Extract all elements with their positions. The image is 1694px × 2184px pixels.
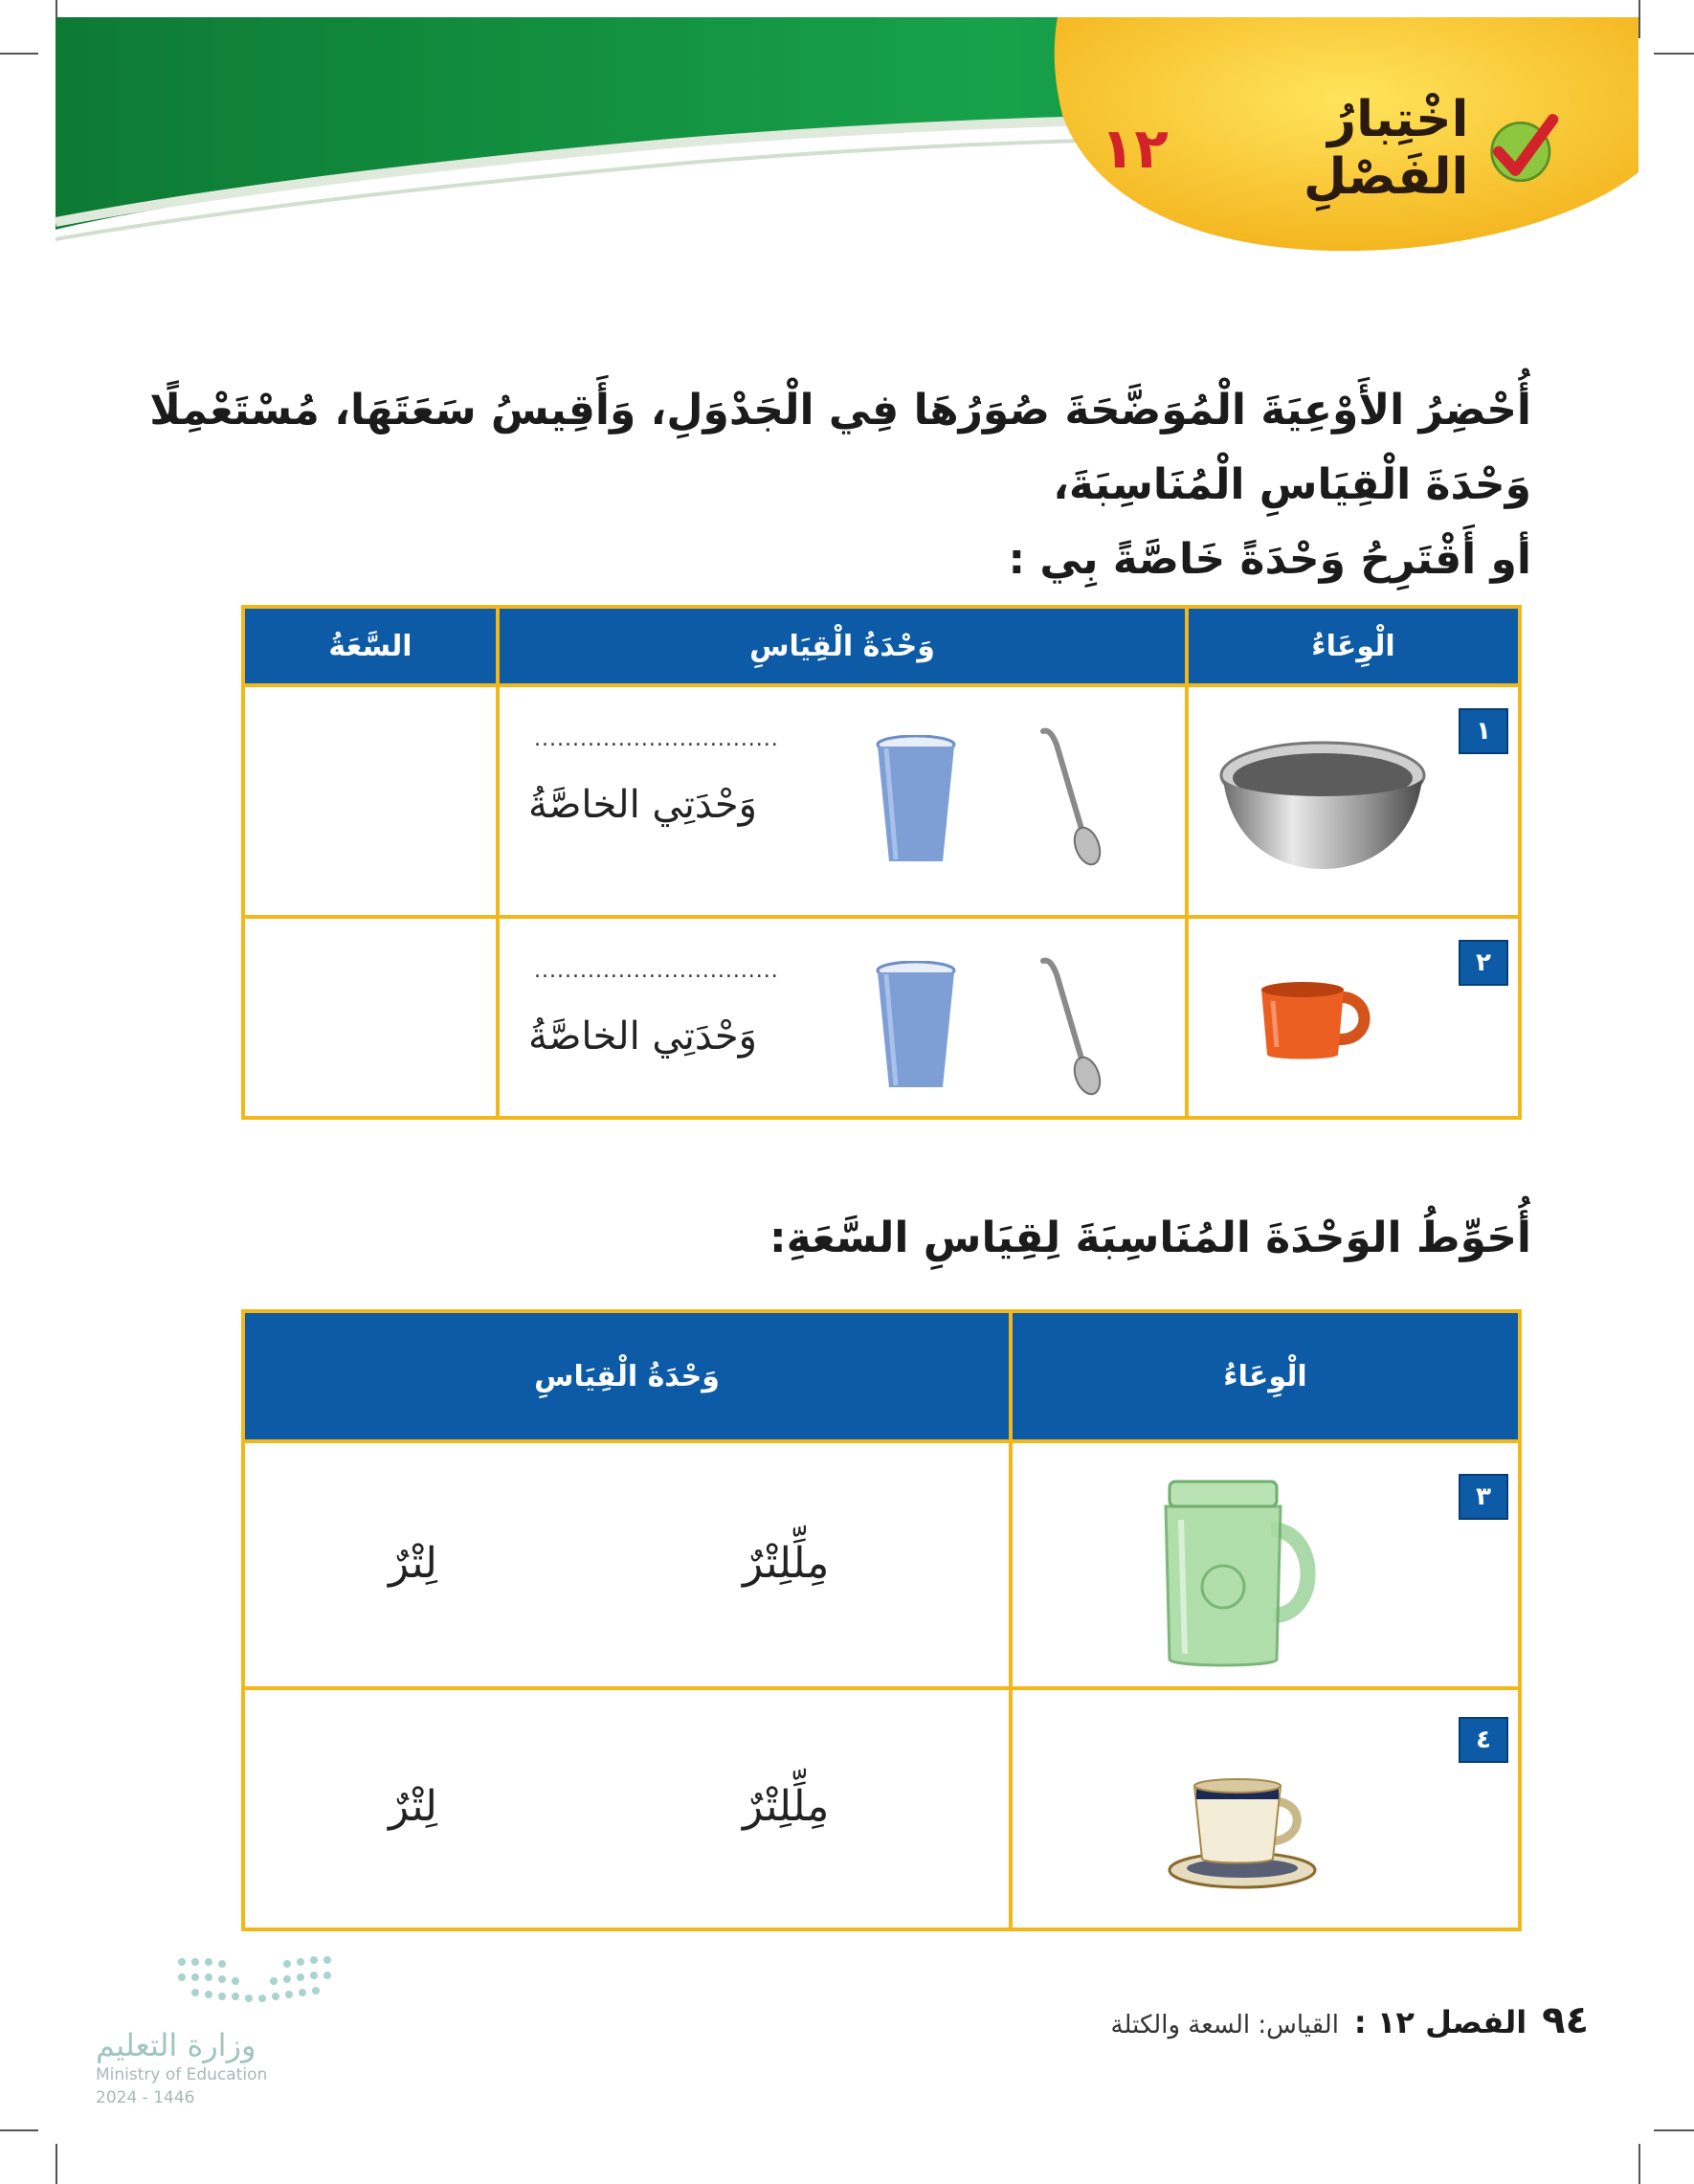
- table-1-row-1-container-cell: [1185, 683, 1522, 919]
- footer-chapter-title: القياس: السعة والكتلة: [1110, 2011, 1339, 2039]
- table-2-row-3-container-cell: [1009, 1439, 1522, 1690]
- table-1-row-1-capacity-cell[interactable]: [241, 683, 500, 919]
- page-title: اخْتِبارُ الفَصْلِ: [1303, 91, 1469, 206]
- row-number-badge: ٢: [1459, 940, 1508, 986]
- spoon-icon: [1036, 725, 1103, 869]
- table-1-row-2-capacity-cell[interactable]: [241, 915, 500, 1120]
- spoon-icon: [1036, 955, 1103, 1099]
- instruction-1-line-2: أو أَقْتَرِحُ وَحْدَةً خَاصَّةً بِي :: [1008, 535, 1531, 584]
- table-2-header-unit: وَحْدَةُ الْقِيَاسِ: [241, 1309, 1013, 1443]
- ministry-logo-icon: [172, 1952, 345, 2019]
- chapter-test-title: [1101, 91, 1560, 206]
- answer-dotted-line: ................................: [534, 727, 779, 751]
- row-number-badge: ٤: [1459, 1717, 1508, 1763]
- glass-jar-mug-icon: [1156, 1472, 1328, 1673]
- paper-cup-icon: [873, 735, 959, 869]
- option-milliliter[interactable]: مِلِّلِتْرٌ: [743, 1539, 830, 1588]
- table-2-row-4-container-cell: [1009, 1686, 1522, 1931]
- instruction-1: [144, 373, 1531, 597]
- my-unit-label: وَحْدَتِي الخاصَّةُ: [528, 1014, 757, 1059]
- ministry-year: 2024 - 1446: [96, 2088, 195, 2107]
- option-liter[interactable]: لِتْرٌ: [389, 1539, 437, 1588]
- paper-cup-icon: [873, 961, 959, 1095]
- crop-mark: [1638, 2144, 1640, 2184]
- table-1-header-capacity: السَّعَةُ: [241, 605, 500, 687]
- row-number-badge: ١: [1459, 708, 1508, 754]
- table-2-row-4-unit-cell: [241, 1686, 1013, 1931]
- orange-mug-icon: [1256, 972, 1380, 1068]
- table-1-row-2-container-cell: [1185, 915, 1522, 1120]
- ministry-name-en: Ministry of Education: [96, 2065, 268, 2084]
- ministry-name-ar: وزارة التعليم: [96, 2027, 256, 2063]
- page-footer: [1111, 1998, 1589, 2042]
- checkmark-icon: [1482, 104, 1560, 192]
- instruction-1-line-1: أُحْضِرُ الأَوْعِيَةَ الْمُوَضَّحَةَ صُوَرُهَا فِي الْجَدْوَلِ، وَأَقِيسُ سَعَتَهَا، مُسْتَعْمِلًا وَحْدَةَ الْقِيَاسِ الْمُنَاسِبَةَ،: [149, 386, 1531, 509]
- crop-mark: [0, 2129, 38, 2131]
- table-1-row-2-unit-cell: [496, 915, 1189, 1120]
- page-number: ٩٤: [1542, 1998, 1589, 2042]
- crop-mark: [56, 2144, 57, 2184]
- option-milliliter[interactable]: مِلِّلِتْرٌ: [743, 1782, 830, 1831]
- metal-bowl-icon: [1217, 725, 1428, 879]
- row-number-badge: ٣: [1459, 1474, 1508, 1520]
- instruction-2: أُحَوِّطُ الوَحْدَةَ المُنَاسِبَةَ لِقِيَاسِ السَّعَةِ:: [769, 1214, 1531, 1262]
- chapter-number: ١٢: [1101, 116, 1169, 181]
- my-unit-label: وَحْدَتِي الخاصَّةُ: [528, 783, 757, 827]
- teacup-saucer-icon: [1166, 1767, 1319, 1891]
- footer-chapter: الفصل ١٢ :: [1353, 2004, 1527, 2040]
- table-2-header-container: الْوِعَاءُ: [1009, 1309, 1522, 1443]
- answer-dotted-line: ................................: [534, 959, 779, 983]
- option-liter[interactable]: لِتْرٌ: [389, 1782, 437, 1831]
- crop-mark: [1654, 2129, 1694, 2131]
- table-2-row-3-unit-cell: [241, 1439, 1013, 1690]
- table-1-row-1-unit-cell: [496, 683, 1189, 919]
- table-1-header-unit: وَحْدَةُ الْقِيَاسِ: [496, 605, 1189, 687]
- table-1-header-container: الْوِعَاءُ: [1185, 605, 1522, 687]
